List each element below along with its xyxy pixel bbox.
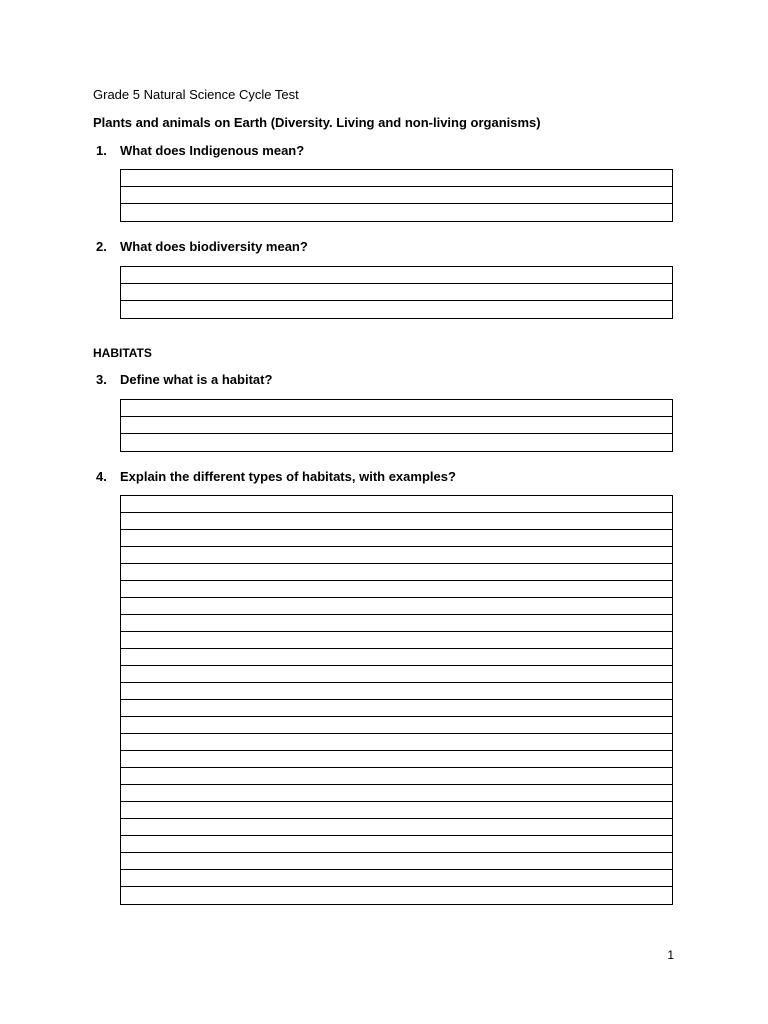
answer-line[interactable] <box>121 785 672 802</box>
answer-line[interactable] <box>121 267 672 284</box>
answer-line[interactable] <box>121 802 672 819</box>
question-text: Explain the different types of habitats, with examples? <box>120 469 456 484</box>
answer-line[interactable] <box>121 836 672 853</box>
answer-line[interactable] <box>121 683 672 700</box>
question-1 <box>96 143 304 158</box>
answer-line[interactable] <box>121 615 672 632</box>
question-text: Define what is a habitat? <box>120 372 273 387</box>
question-number: 1. <box>96 143 107 158</box>
answer-line[interactable] <box>121 717 672 734</box>
answer-line[interactable] <box>121 170 672 187</box>
answer-line[interactable] <box>121 547 672 564</box>
answer-line[interactable] <box>121 700 672 717</box>
question-4 <box>96 469 456 484</box>
answer-line[interactable] <box>121 434 672 451</box>
question-number: 3. <box>96 372 107 387</box>
answer-line[interactable] <box>121 400 672 417</box>
answer-line[interactable] <box>121 819 672 836</box>
answer-line[interactable] <box>121 284 672 301</box>
section-heading-habitats: HABITATS <box>93 346 152 360</box>
question-text: What does biodiversity mean? <box>120 239 308 254</box>
answer-line[interactable] <box>121 870 672 887</box>
answer-line[interactable] <box>121 666 672 683</box>
question-3 <box>96 372 272 387</box>
answer-line[interactable] <box>121 513 672 530</box>
answer-line[interactable] <box>121 887 672 904</box>
answer-box-2[interactable] <box>120 266 673 319</box>
answer-box-1[interactable] <box>120 169 673 222</box>
answer-line[interactable] <box>121 751 672 768</box>
answer-line[interactable] <box>121 649 672 666</box>
answer-line[interactable] <box>121 204 672 221</box>
answer-line[interactable] <box>121 581 672 598</box>
answer-line[interactable] <box>121 853 672 870</box>
answer-line[interactable] <box>121 530 672 547</box>
page-number: 1 <box>667 948 674 962</box>
question-2 <box>96 239 308 254</box>
answer-line[interactable] <box>121 301 672 318</box>
answer-box-4[interactable] <box>120 495 673 905</box>
answer-line[interactable] <box>121 768 672 785</box>
document-subtitle: Plants and animals on Earth (Diversity. Living and non-living organisms) <box>93 115 541 130</box>
question-number: 2. <box>96 239 107 254</box>
document-title: Grade 5 Natural Science Cycle Test <box>93 87 299 102</box>
answer-line[interactable] <box>121 496 672 513</box>
answer-line[interactable] <box>121 564 672 581</box>
answer-line[interactable] <box>121 598 672 615</box>
question-text: What does Indigenous mean? <box>120 143 305 158</box>
answer-line[interactable] <box>121 187 672 204</box>
answer-line[interactable] <box>121 734 672 751</box>
answer-line[interactable] <box>121 417 672 434</box>
answer-line[interactable] <box>121 632 672 649</box>
answer-box-3[interactable] <box>120 399 673 452</box>
question-number: 4. <box>96 469 107 484</box>
